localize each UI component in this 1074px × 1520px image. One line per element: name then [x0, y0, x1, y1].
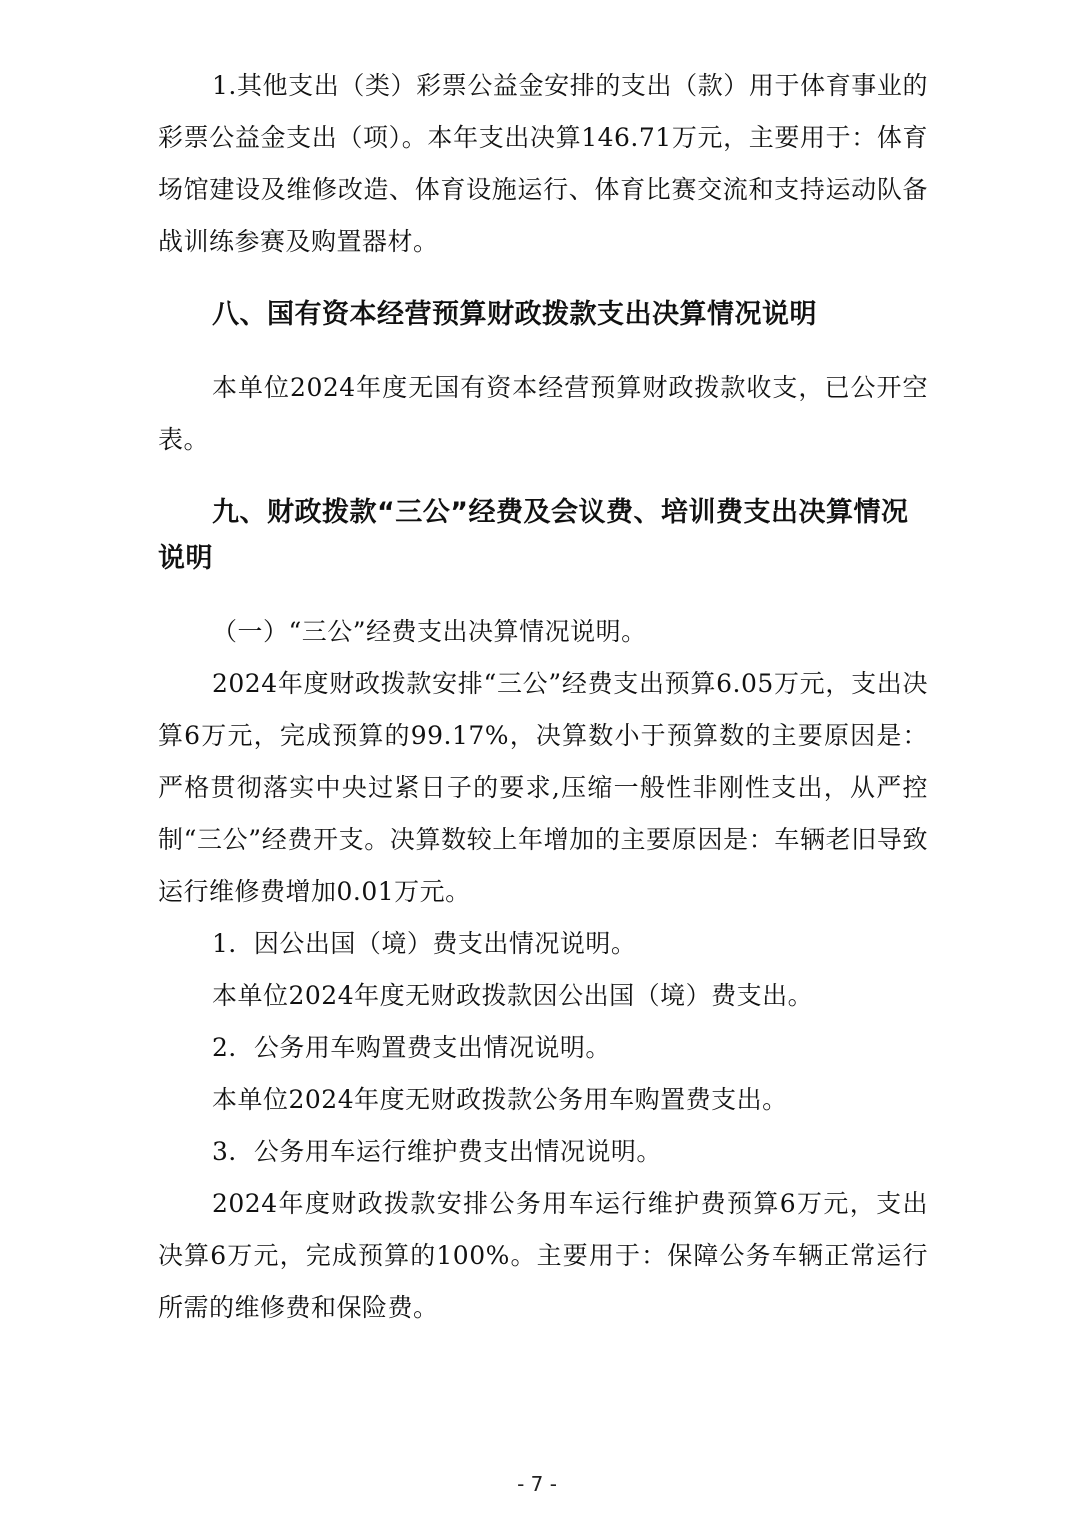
item-heading-vehicle-maintenance: 3．公务用车运行维护费支出情况说明。 [212, 1137, 662, 1166]
paragraph-lottery-expenditure: 1.其他支出（类）彩票公益金安排的支出（款）用于体育事业的彩票公益金支出（项）。本年支出决算146.71万元，主要用于：体育场馆建设及维修改造、体育设施运行、体育比赛交流和支持运动队备战训练参赛及购置器材。 [158, 71, 928, 256]
paragraph-vehicle-purchase: 本单位2024年度无财政拨款公务用车购置费支出。 [212, 1085, 788, 1114]
document-page [158, 60, 928, 1334]
paragraph-state-capital: 本单位2024年度无国有资本经营预算财政拨款收支，已公开空表。 [158, 373, 928, 454]
section-heading-8: 八、国有资本经营预算财政拨款支出决算情况说明 [212, 299, 817, 330]
paragraph-vehicle-maintenance: 2024年度财政拨款安排公务用车运行维护费预算6万元，支出决算6万元，完成预算的100%。主要用于：保障公务车辆正常运行所需的维修费和保险费。 [158, 1189, 928, 1322]
paragraph-overseas: 本单位2024年度无财政拨款因公出国（境）费支出。 [212, 981, 814, 1010]
page-number: - 7 - [517, 1472, 557, 1496]
item-heading-vehicle-purchase: 2．公务用车购置费支出情况说明。 [212, 1033, 611, 1062]
section-heading-9: 九、财政拨款“三公”经费及会议费、培训费支出决算情况说明 [158, 497, 909, 574]
subheading-three-public: （一）“三公”经费支出决算情况说明。 [212, 617, 647, 646]
paragraph-three-public-summary: 2024年度财政拨款安排“三公”经费支出预算6.05万元，支出决算6万元，完成预算的99.17%，决算数小于预算数的主要原因是：严格贯彻落实中央过紧日子的要求,压缩一般性非刚性支出，从严控制“三公”经费开支。决算数较上年增加的主要原因是：车辆老旧导致运行维修费增加0.01万元。 [158, 669, 928, 906]
item-heading-overseas: 1．因公出国（境）费支出情况说明。 [212, 929, 637, 958]
